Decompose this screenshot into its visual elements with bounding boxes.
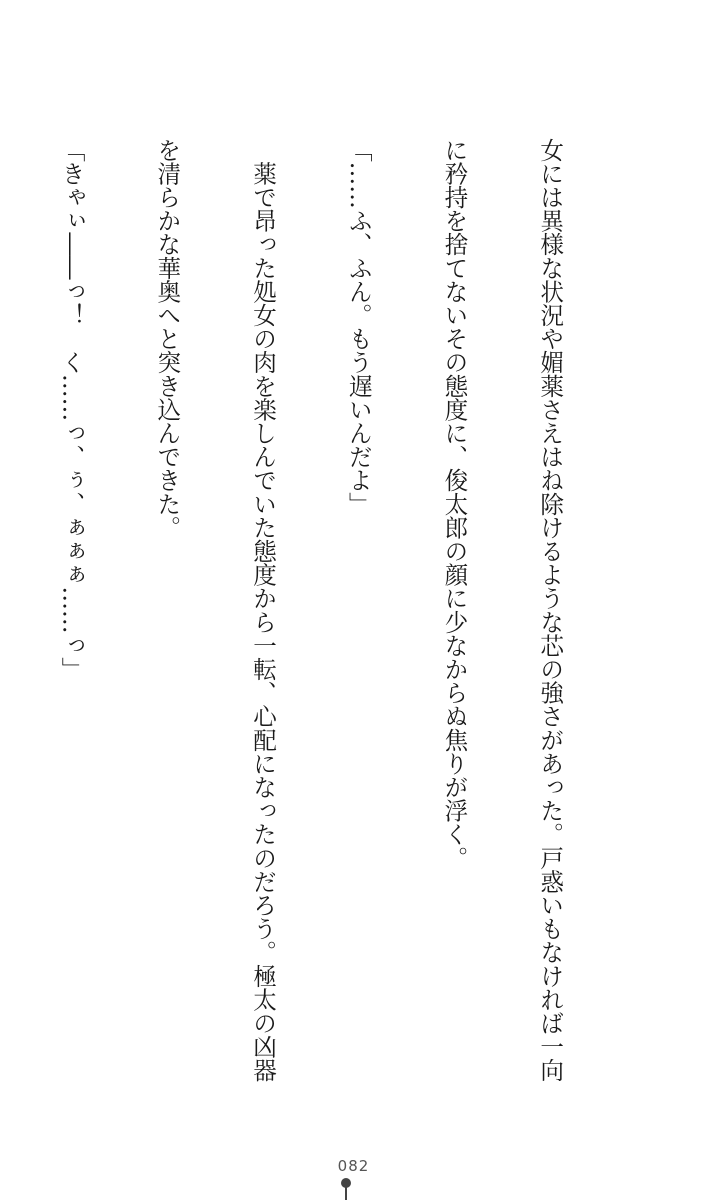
page-marker-line [345,1186,347,1200]
body-text [0,138,629,1082]
text-line: 薬で昂った処女の肉を楽しんでいた態度から一転、心配になったのだろう。極太の凶器 [249,138,278,1082]
page-number: 082 [337,1157,370,1175]
text-line: を清らかな華奥へと突き込んできた。 [153,138,182,540]
text-line: 女には異様な状況や媚薬さえはね除けるような芯の強さがあった。戸惑いもなければ一向 [536,138,565,1082]
text-line: に矜持を捨てないその態度に、俊太郎の顔に少なからぬ焦りが浮く。 [440,138,469,870]
text-line: 「……ふ、ふん。もう遅いんだよ」 [344,138,373,516]
text-line: 「きゃぃ――っ！ く……っ、ぅ、ぁぁぁ……っ」 [57,138,86,681]
